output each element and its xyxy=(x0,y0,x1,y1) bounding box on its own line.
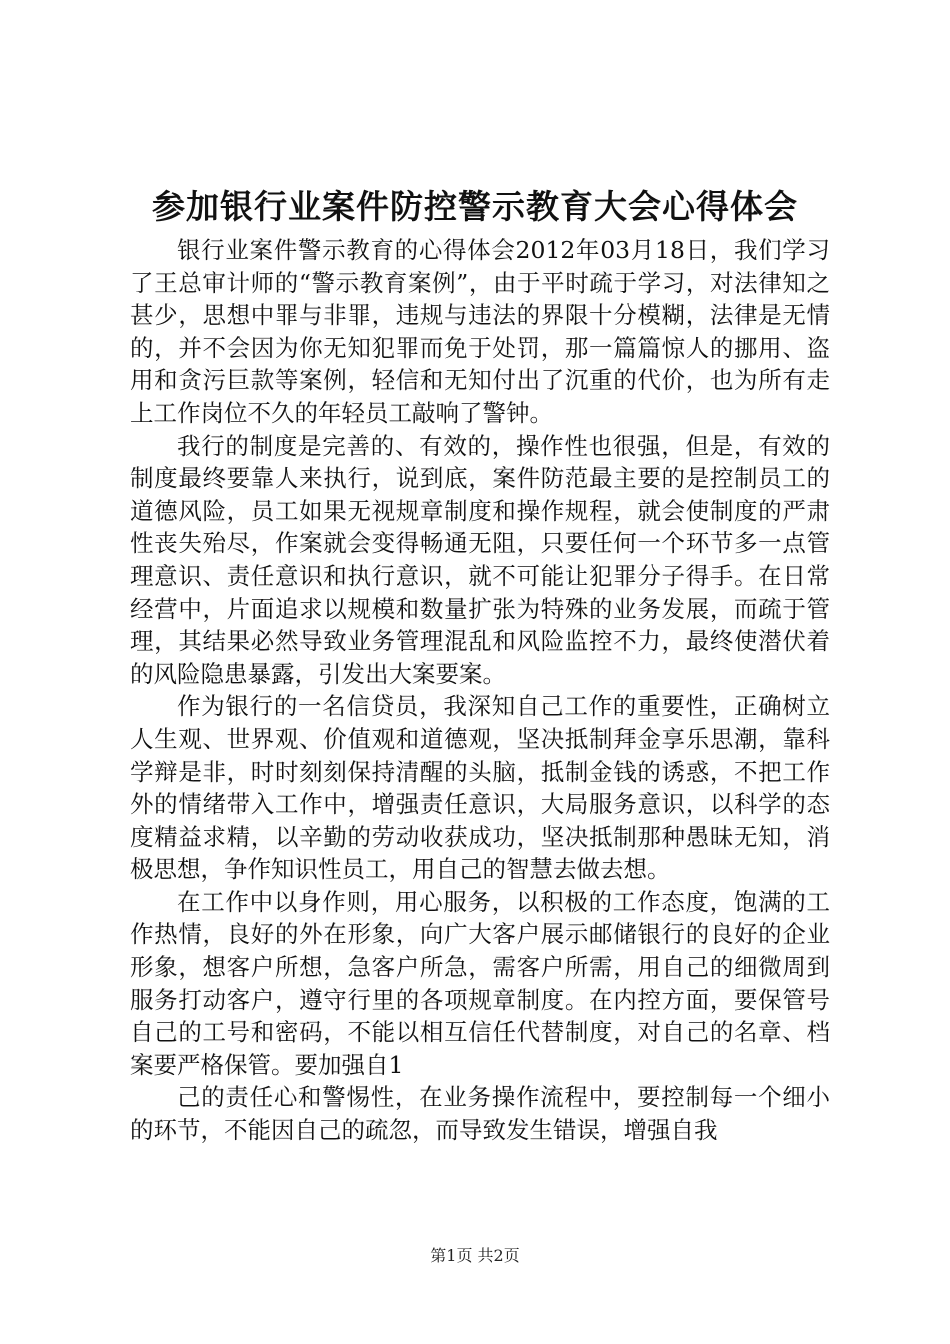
paragraph-3: 作为银行的一名信贷员，我深知自己工作的重要性，正确树立人生观、世界观、价值观和道德观，坚决抵制拜金享乐思潮，靠科学辩是非，时时刻刻保持清醒的头脑，抵制金钱的诱惑，不把工作外的情绪带入工作中，增强责任意识，大局服务意识，以科学的态度精益求精，以辛勤的劳动收获成功，坚决抵制那种愚昧无知，消极思想，争作知识性员工，用自己的智慧去做去想。 xyxy=(130,692,830,884)
document-body xyxy=(130,234,830,1147)
document-title: 参加银行业案件防控警示教育大会心得体会 xyxy=(152,187,798,226)
paragraph-4: 在工作中以身作则，用心服务，以积极的工作态度，饱满的工作热情，良好的外在形象，向广大客户展示邮储银行的良好的企业形象，想客户所想，急客户所急，需客户所需，用自己的细微周到服务打动客户，遵守行里的各项规章制度。在内控方面，要保管号自己的工号和密码，不能以相互信任代替制度，对自己的名章、档案要严格保管。要加强自1 xyxy=(130,887,830,1079)
paragraph-5: 己的责任心和警惕性，在业务操作流程中，要控制每一个细小的环节，不能因自己的疏忽，而导致发生错误，增强自我 xyxy=(130,1083,830,1145)
paragraph-1: 银行业案件警示教育的心得体会2012年03月18日，我们学习了王总审计师的“警示教育案例”，由于平时疏于学习，对法律知之甚少，思想中罪与非罪，违规与违法的界限十分模糊，法律是无情的，并不会因为你无知犯罪而免于处罚，那一篇篇惊人的挪用、盗用和贪污巨款等案例，轻信和无知付出了沉重的代价，也为所有走上工作岗位不久的年轻员工敲响了警钟。 xyxy=(130,236,830,427)
page-number-footer: 第1页 共2页 xyxy=(430,1246,520,1265)
paragraph-2: 我行的制度是完善的、有效的，操作性也很强，但是，有效的制度最终要靠人来执行，说到底，案件防范最主要的是控制员工的道德风险，员工如果无视规章制度和操作规程，就会使制度的严肃性丧失殆尽，作案就会变得畅通无阻，只要任何一个环节多一点管理意识、责任意识和执行意识，就不可能让犯罪分子得手。在日常经营中，片面追求以规模和数量扩张为特殊的业务发展，而疏于管理，其结果必然导致业务管理混乱和风险监控不力，最终使潜伏着的风险隐患暴露，引发出大案要案。 xyxy=(130,431,830,688)
